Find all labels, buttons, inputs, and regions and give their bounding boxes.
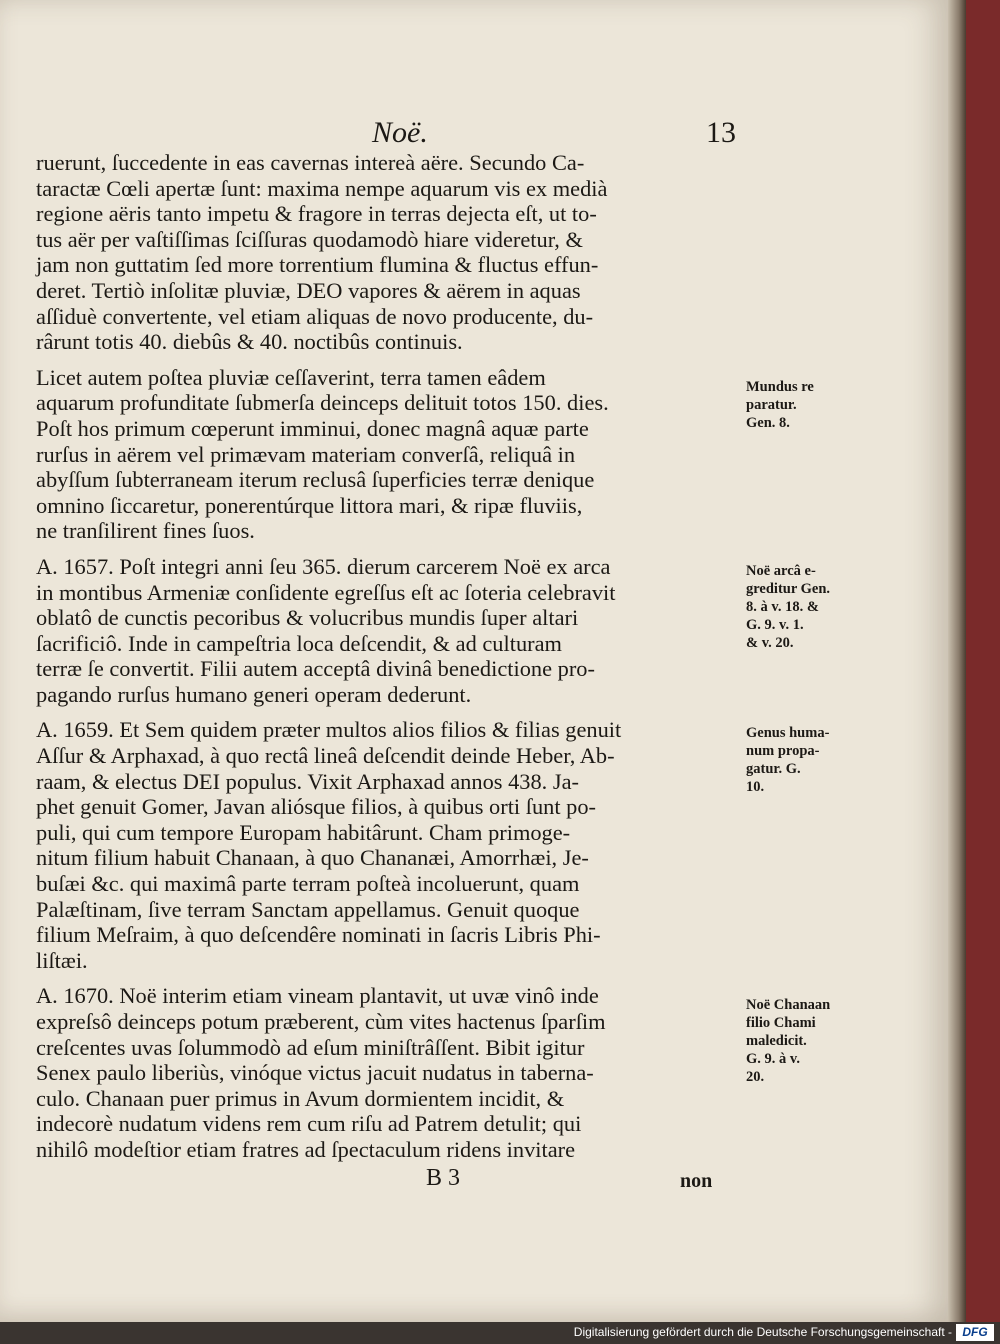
text-line: tus aër per vaſtiſſimas ſciſſuras quodamodò hiare videretur, & [36,226,583,252]
paragraph [36,365,736,544]
catchword: non [680,1170,713,1192]
text-line: buſæi &c. qui maximâ parte terram poſteà incoluerunt, quam [36,871,580,897]
text-line: terræ ſe convertit. Filii autem acceptâ divinâ benedictione pro- [36,656,595,682]
text-line: Senex paulo liberiùs, vinóque victus jacuit nudatus in taberna- [36,1060,594,1086]
text-line: rârunt totis 40. diebûs & 40. noctibûs continuis. [36,329,463,355]
text-line: phet genuit Gomer, Javan aliósque filios, à quibus orti ſunt po- [36,794,597,820]
margin-note: Noë Chanaan filio Chami maledicit. G. 9. à v. 20. [746,997,831,1085]
text-line: aquarum profunditate ſubmerſa deinceps delituit totos 150. dies. [36,390,609,416]
text-line: Poſt hos primum cœperunt imminui, donec magnâ aquæ parte [36,415,589,441]
text-line: A. 1670. Noë interim etiam vineam plantavit, ut uvæ vinô inde [36,983,599,1009]
text-line: ne tranſilirent fines ſuos. [36,518,255,544]
text-line: puli, qui cum tempore Europam habitârunt. Cham primoge- [36,819,571,845]
text-line: aſſiduè convertente, vel etiam aliquas de novo producente, du- [36,303,594,329]
book-cover-edge [966,0,1000,1322]
text-line: indecorè nudatum videns rem cum riſu ad Patrem detulit; qui [36,1111,582,1137]
text-line: regione aëris tanto impetu & fragore in terras dejecta eſt, ut to- [36,201,597,227]
text-line: rurſus in aërem vel primævam materiam converſâ, reliquâ in [36,441,576,467]
text-line: expreſsô deinceps potum præberent, cùm vites hactenus ſparſim [36,1009,606,1034]
margin-note: Noë arcâ e- greditur Gen. 8. à v. 18. & G. 9. v. 1. & v. 20. [746,563,831,651]
page-edge [948,0,966,1322]
footer-bar [0,1322,1000,1344]
text-line: pagando rurſus humano generi operam dederunt. [36,681,472,707]
paragraph [36,717,736,973]
text-line: nihilô modeſtior etiam fratres ad ſpectaculum ridens invitare [36,1136,576,1162]
margin-note: Genus huma- num propa- gatur. G. 10. [746,725,830,795]
text-line: Licet autem poſtea pluviæ ceſſaverint, terra tamen eâdem [36,364,546,390]
text-line: ruerunt, ſuccedente in eas cavernas intereà aëre. Secundo Ca- [36,150,585,175]
text-line: raam, & electus DEI populus. Vixit Arphaxad annos 438. Ja- [36,768,579,794]
text-line: taractæ Cœli apertæ ſunt: maxima nempe aquarum vis ex medià [36,175,608,201]
text-line: A. 1659. Et Sem quidem præter multos alios filios & filias genuit [36,717,622,743]
text-line: jam non guttatim ſed more torrentium flumina & fluctus effun- [36,252,599,278]
text-line: ſacrificiô. Inde in campeſtria loca deſcendit, & ad culturam [36,630,562,656]
text-line: culo. Chanaan puer primus in Avum dormientem incidit, & [36,1085,565,1111]
funding-notice: Digitalisierung gefördert durch die Deutsche Forschungsgemeinschaft - [573,1325,952,1339]
text-line: Palæſtinam, ſive terram Sanctam appellamus. Genuit quoque [36,896,580,922]
text-line: Aſſur & Arphaxad, à quo rectâ lineâ deſcendit deinde Heber, Ab- [36,743,615,769]
text-line: filium Meſraim, à quo deſcendêre nominati in ſacris Libris Phi- [36,922,601,948]
running-head: Noë. [372,116,428,149]
text-line: oblatô de cunctis pecoribus & volucribus mundis ſuper altari [36,605,579,631]
signature-mark: B 3 [426,1165,461,1191]
main-text [36,150,736,1163]
paragraph [36,150,736,355]
text-line: deret. Tertiò inſolitæ pluviæ, DEO vapores & aërem in aquas [36,277,581,303]
text-line: in montibus Armeniæ conſidente egreſſus eſt ac ſoteria celebravit [36,579,616,605]
page-number: 13 [706,116,736,149]
text-line: liſtæi. [36,947,88,973]
text-line: nitum filium habuit Chanaan, à quo Chananæi, Amorrhæi, Je- [36,845,589,871]
text-line: creſcentes uvas ſolummodò ad eſum miniſtrâſſent. Bibit igitur [36,1034,585,1060]
text-line: abyſſum ſubterraneam iterum reclusâ ſuperficies terræ denique [36,467,595,493]
text-line: A. 1657. Poſt integri anni ſeu 365. dierum carcerem Noë ex arca [36,553,611,579]
dfg-logo-icon: DFG [956,1324,994,1341]
paragraph [36,983,736,1162]
paragraph [36,554,736,708]
margin-note: Mundus re paratur. Gen. 8. [746,379,814,431]
text-line: omnino ſiccaretur, ponerentúrque littora mari, & ripæ fluviis, [36,492,583,518]
